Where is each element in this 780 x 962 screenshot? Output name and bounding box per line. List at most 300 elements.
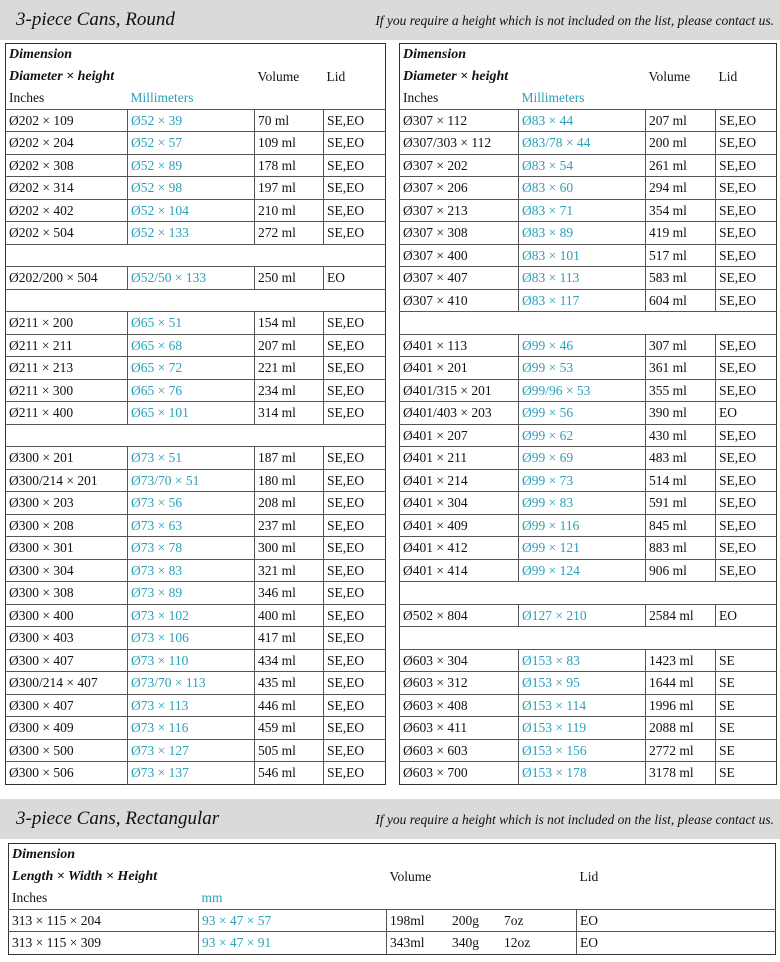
dimension-heading: Dimension (9, 47, 73, 63)
table-row (6, 514, 386, 537)
volume-cell: 505 ml (255, 739, 324, 762)
lid-cell: SE,EO (324, 672, 386, 695)
volume-cell: 272 ml (255, 222, 324, 245)
lid-cell: SE,EO (716, 289, 777, 312)
inches-cell: Ø401 × 304 (400, 492, 519, 515)
lid-cell: SE,EO (324, 222, 386, 245)
lid-heading: Lid (579, 868, 599, 884)
table-row (6, 199, 386, 222)
table-row (6, 559, 386, 582)
round-table-left (5, 43, 386, 785)
lid-cell: SE,EO (324, 582, 386, 605)
lid-cell: SE,EO (716, 357, 777, 380)
table-row (400, 357, 777, 380)
volume-cell: 294 ml (646, 177, 716, 200)
millimeters-cell: Ø99 × 121 (519, 537, 646, 560)
round-table-right (399, 43, 777, 785)
spacer-row (400, 312, 777, 335)
millimeters-cell: Ø99 × 62 (519, 424, 646, 447)
volume-cell: 321 ml (255, 559, 324, 582)
volume-cell: 517 ml (646, 244, 716, 267)
millimeters-cell: Ø83/78 × 44 (519, 132, 646, 155)
volume-cell: 2772 ml (646, 739, 716, 762)
volume-cell: 187 ml (255, 447, 324, 470)
millimeters-cell: Ø83 × 71 (519, 199, 646, 222)
table-row (400, 559, 777, 582)
millimeters-cell: Ø65 × 51 (128, 312, 255, 335)
table-row (6, 447, 386, 470)
inches-cell: Ø307/303 × 112 (400, 132, 519, 155)
table-row (6, 222, 386, 245)
inches-heading: Inches (9, 90, 45, 106)
lid-cell: SE,EO (716, 492, 777, 515)
millimeters-cell: Ø99/96 × 53 (519, 379, 646, 402)
volume-cell: 583 ml (646, 267, 716, 290)
millimeters-cell: Ø153 × 156 (519, 739, 646, 762)
table-row (6, 402, 386, 425)
millimeters-heading: Millimeters (521, 90, 585, 106)
millimeters-cell: Ø73 × 110 (128, 649, 255, 672)
lid-cell: SE (716, 694, 777, 717)
lid-cell: SE,EO (716, 469, 777, 492)
inches-cell: Ø603 × 411 (400, 717, 519, 740)
millimeters-cell: Ø83 × 54 (519, 154, 646, 177)
lid-cell: SE,EO (324, 109, 386, 132)
lid-cell: SE,EO (716, 267, 777, 290)
inches-heading: Inches (12, 890, 48, 906)
volume-cell: 197 ml (255, 177, 324, 200)
table-row (6, 267, 386, 290)
table-row (400, 447, 777, 470)
mm-heading: mm (201, 890, 223, 906)
table-row (6, 379, 386, 402)
inches-cell: Ø401 × 214 (400, 469, 519, 492)
table-row (400, 694, 777, 717)
table-row (400, 222, 777, 245)
table-row (6, 109, 386, 132)
inches-cell: Ø401/403 × 203 (400, 402, 519, 425)
inches-cell: Ø300 × 500 (6, 739, 128, 762)
volume-cell: 483 ml (646, 447, 716, 470)
millimeters-heading: Millimeters (130, 90, 194, 106)
lid-cell: SE,EO (324, 492, 386, 515)
volume-g: 200g (452, 912, 479, 928)
lid-heading: Lid (718, 68, 738, 84)
millimeters-cell: Ø99 × 46 (519, 334, 646, 357)
inches-cell: Ø300 × 308 (6, 582, 128, 605)
spacer-row (6, 244, 386, 267)
inches-cell: Ø300 × 304 (6, 559, 128, 582)
inches-cell: Ø401 × 211 (400, 447, 519, 470)
lid-cell: SE,EO (324, 739, 386, 762)
lid-cell: EO (716, 604, 777, 627)
inches-cell: Ø211 × 200 (6, 312, 128, 335)
volume-cell (387, 932, 577, 955)
volume-cell: 210 ml (255, 199, 324, 222)
table-row (400, 109, 777, 132)
inches-cell: Ø603 × 312 (400, 672, 519, 695)
millimeters-cell: Ø83 × 44 (519, 109, 646, 132)
volume-cell: 400 ml (255, 604, 324, 627)
millimeters-cell: Ø99 × 124 (519, 559, 646, 582)
inches-cell: Ø307 × 308 (400, 222, 519, 245)
inches-cell: Ø307 × 112 (400, 109, 519, 132)
volume-cell: 154 ml (255, 312, 324, 335)
inches-cell: Ø300 × 506 (6, 762, 128, 785)
volume-heading: Volume (648, 68, 691, 84)
millimeters-cell: Ø73 × 106 (128, 627, 255, 650)
inches-cell: Ø401 × 207 (400, 424, 519, 447)
table-row (6, 604, 386, 627)
inches-heading: Inches (403, 90, 439, 106)
table-row (400, 762, 777, 785)
mm-cell: 93 × 47 × 91 (199, 932, 387, 955)
volume-heading: Volume (389, 868, 432, 884)
table-row (400, 402, 777, 425)
inches-cell: Ø300 × 301 (6, 537, 128, 560)
lid-cell: SE,EO (324, 514, 386, 537)
inches-cell: Ø603 × 603 (400, 739, 519, 762)
millimeters-cell: Ø83 × 117 (519, 289, 646, 312)
volume-cell: 1644 ml (646, 672, 716, 695)
inches-cell: Ø202 × 109 (6, 109, 128, 132)
lid-cell: SE,EO (324, 402, 386, 425)
volume-cell: 434 ml (255, 649, 324, 672)
table-row (400, 492, 777, 515)
lid-cell: SE,EO (716, 177, 777, 200)
millimeters-cell: Ø73/70 × 51 (128, 469, 255, 492)
volume-cell: 514 ml (646, 469, 716, 492)
lid-cell: SE,EO (324, 604, 386, 627)
inches-cell: Ø401 × 409 (400, 514, 519, 537)
millimeters-cell: Ø65 × 101 (128, 402, 255, 425)
volume-heading: Volume (257, 68, 300, 84)
table-row (400, 604, 777, 627)
inches-cell: Ø300 × 409 (6, 717, 128, 740)
inches-cell: Ø502 × 804 (400, 604, 519, 627)
lid-cell: SE,EO (324, 357, 386, 380)
lid-cell: SE (716, 762, 777, 785)
volume-cell: 845 ml (646, 514, 716, 537)
lid-heading: Lid (326, 68, 346, 84)
millimeters-cell: Ø52 × 104 (128, 199, 255, 222)
inches-cell: Ø300 × 208 (6, 514, 128, 537)
lid-cell: SE (716, 649, 777, 672)
volume-cell: 300 ml (255, 537, 324, 560)
table-row (400, 739, 777, 762)
lid-cell: SE,EO (716, 424, 777, 447)
volume-cell: 459 ml (255, 717, 324, 740)
millimeters-cell: Ø73 × 78 (128, 537, 255, 560)
lid-cell: SE,EO (716, 514, 777, 537)
inches-cell: Ø202 × 504 (6, 222, 128, 245)
table-row (6, 492, 386, 515)
table-row (6, 177, 386, 200)
inches-cell: Ø603 × 700 (400, 762, 519, 785)
volume-cell: 604 ml (646, 289, 716, 312)
millimeters-cell: Ø52 × 89 (128, 154, 255, 177)
inches-cell: Ø401 × 113 (400, 334, 519, 357)
table-row (400, 177, 777, 200)
rect-table (8, 843, 776, 955)
volume-cell: 419 ml (646, 222, 716, 245)
millimeters-cell: Ø83 × 89 (519, 222, 646, 245)
inches-cell: Ø307 × 202 (400, 154, 519, 177)
volume-cell: 200 ml (646, 132, 716, 155)
millimeters-cell: Ø153 × 95 (519, 672, 646, 695)
volume-cell: 208 ml (255, 492, 324, 515)
round-section-title: 3-piece Cans, Round (16, 9, 175, 30)
millimeters-cell: Ø153 × 119 (519, 717, 646, 740)
table-row (400, 132, 777, 155)
lid-cell: EO (577, 932, 776, 955)
volume-cell: 307 ml (646, 334, 716, 357)
diameter-height-heading: Diameter × height (403, 68, 509, 84)
lid-cell: SE,EO (716, 154, 777, 177)
volume-cell: 70 ml (255, 109, 324, 132)
lwh-heading: Length × Width × Height (12, 868, 158, 884)
mm-cell: 93 × 47 × 57 (199, 909, 387, 932)
spacer-row (400, 627, 777, 650)
rect-title-band (0, 799, 780, 839)
millimeters-cell: Ø153 × 114 (519, 694, 646, 717)
millimeters-cell: Ø73 × 116 (128, 717, 255, 740)
volume-cell: 355 ml (646, 379, 716, 402)
millimeters-cell: Ø99 × 69 (519, 447, 646, 470)
millimeters-cell: Ø73 × 113 (128, 694, 255, 717)
lid-cell: SE,EO (716, 559, 777, 582)
volume-cell: 180 ml (255, 469, 324, 492)
inches-cell: Ø307 × 400 (400, 244, 519, 267)
inches-cell: Ø211 × 400 (6, 402, 128, 425)
millimeters-cell: Ø73 × 56 (128, 492, 255, 515)
table-row (6, 132, 386, 155)
volume-ml: 343ml (390, 935, 425, 951)
millimeters-cell: Ø65 × 72 (128, 357, 255, 380)
lid-cell: EO (716, 402, 777, 425)
table-row (6, 739, 386, 762)
millimeters-cell: Ø153 × 178 (519, 762, 646, 785)
table-row (6, 762, 386, 785)
volume-cell: 1996 ml (646, 694, 716, 717)
volume-cell: 234 ml (255, 379, 324, 402)
inches-cell: Ø202 × 308 (6, 154, 128, 177)
inches-cell: Ø603 × 304 (400, 649, 519, 672)
table-row (6, 154, 386, 177)
dimension-heading: Dimension (403, 47, 467, 63)
volume-cell: 2088 ml (646, 717, 716, 740)
inches-cell: Ø202/200 × 504 (6, 267, 128, 290)
inches-cell: Ø300/214 × 201 (6, 469, 128, 492)
table-row (400, 424, 777, 447)
volume-cell: 430 ml (646, 424, 716, 447)
rect-section-title: 3-piece Cans, Rectangular (16, 808, 220, 829)
inches-cell: Ø202 × 204 (6, 132, 128, 155)
lid-cell: EO (577, 909, 776, 932)
table-row (6, 334, 386, 357)
inches-cell: Ø202 × 314 (6, 177, 128, 200)
millimeters-cell: Ø52 × 39 (128, 109, 255, 132)
volume-cell: 207 ml (646, 109, 716, 132)
volume-cell: 1423 ml (646, 649, 716, 672)
spacer-row (400, 582, 777, 605)
inches-cell: Ø202 × 402 (6, 199, 128, 222)
table-row (400, 289, 777, 312)
millimeters-cell: Ø99 × 56 (519, 402, 646, 425)
millimeters-cell: Ø83 × 60 (519, 177, 646, 200)
millimeters-cell: Ø99 × 73 (519, 469, 646, 492)
volume-cell: 178 ml (255, 154, 324, 177)
volume-cell: 250 ml (255, 267, 324, 290)
millimeters-cell: Ø52 × 133 (128, 222, 255, 245)
lid-cell: SE,EO (716, 132, 777, 155)
volume-oz: 7oz (504, 912, 524, 928)
table-row (6, 582, 386, 605)
lid-cell: SE,EO (324, 132, 386, 155)
millimeters-cell: Ø73 × 51 (128, 447, 255, 470)
millimeters-cell: Ø73 × 63 (128, 514, 255, 537)
table-row (400, 514, 777, 537)
millimeters-cell: Ø73 × 137 (128, 762, 255, 785)
lid-cell: SE,EO (716, 222, 777, 245)
round-contact-note: If you require a height which is not included on the list, please contact us. (375, 13, 774, 28)
millimeters-cell: Ø99 × 53 (519, 357, 646, 380)
inches-cell: Ø307 × 206 (400, 177, 519, 200)
lid-cell: SE (716, 717, 777, 740)
table-row (6, 649, 386, 672)
lid-cell: SE,EO (324, 627, 386, 650)
table-row (6, 469, 386, 492)
table-row (400, 154, 777, 177)
millimeters-cell: Ø52 × 57 (128, 132, 255, 155)
millimeters-cell: Ø73 × 83 (128, 559, 255, 582)
table-row (400, 267, 777, 290)
millimeters-cell: Ø73 × 89 (128, 582, 255, 605)
table-row (6, 357, 386, 380)
volume-cell: 354 ml (646, 199, 716, 222)
lid-cell: SE,EO (716, 109, 777, 132)
volume-cell: 446 ml (255, 694, 324, 717)
lid-cell: SE,EO (716, 199, 777, 222)
table-row (6, 672, 386, 695)
inches-cell: Ø401/315 × 201 (400, 379, 519, 402)
volume-cell: 221 ml (255, 357, 324, 380)
lid-cell: SE,EO (324, 312, 386, 335)
lid-cell: SE,EO (324, 334, 386, 357)
inches-cell: Ø300 × 403 (6, 627, 128, 650)
volume-cell: 417 ml (255, 627, 324, 650)
table-row (400, 717, 777, 740)
inches-cell: Ø307 × 213 (400, 199, 519, 222)
volume-ml: 198ml (390, 912, 425, 928)
lid-cell: SE (716, 739, 777, 762)
inches-cell: 313 × 115 × 309 (9, 932, 199, 955)
inches-cell: Ø307 × 410 (400, 289, 519, 312)
inches-cell: Ø211 × 300 (6, 379, 128, 402)
lid-cell: SE,EO (324, 559, 386, 582)
inches-cell: Ø401 × 414 (400, 559, 519, 582)
millimeters-cell: Ø83 × 101 (519, 244, 646, 267)
inches-cell: Ø211 × 213 (6, 357, 128, 380)
lid-cell: SE,EO (716, 537, 777, 560)
volume-cell: 3178 ml (646, 762, 716, 785)
lid-cell: SE,EO (716, 244, 777, 267)
millimeters-cell: Ø52/50 × 133 (128, 267, 255, 290)
volume-cell: 591 ml (646, 492, 716, 515)
lid-cell: SE,EO (324, 154, 386, 177)
volume-cell: 109 ml (255, 132, 324, 155)
table-row (400, 469, 777, 492)
lid-cell: SE,EO (324, 447, 386, 470)
inches-cell: Ø603 × 408 (400, 694, 519, 717)
table-row (6, 312, 386, 335)
volume-cell: 261 ml (646, 154, 716, 177)
lid-cell: SE,EO (716, 447, 777, 470)
millimeters-cell: Ø83 × 113 (519, 267, 646, 290)
table-row (6, 627, 386, 650)
volume-cell: 237 ml (255, 514, 324, 537)
volume-g: 340g (452, 935, 479, 951)
table-row (400, 537, 777, 560)
lid-cell: SE,EO (324, 469, 386, 492)
volume-cell: 2584 ml (646, 604, 716, 627)
inches-cell: Ø401 × 412 (400, 537, 519, 560)
millimeters-cell: Ø52 × 98 (128, 177, 255, 200)
table-row (400, 199, 777, 222)
inches-cell: Ø401 × 201 (400, 357, 519, 380)
lid-cell: SE,EO (716, 334, 777, 357)
inches-cell: Ø300 × 400 (6, 604, 128, 627)
table-row (6, 537, 386, 560)
millimeters-cell: Ø73 × 102 (128, 604, 255, 627)
round-title-band (0, 0, 780, 40)
inches-cell: 313 × 115 × 204 (9, 909, 199, 932)
table-row (400, 672, 777, 695)
inches-cell: Ø300 × 407 (6, 694, 128, 717)
lid-cell: EO (324, 267, 386, 290)
volume-cell: 207 ml (255, 334, 324, 357)
volume-oz: 12oz (504, 935, 531, 951)
lid-cell: SE,EO (324, 537, 386, 560)
millimeters-cell: Ø73/70 × 113 (128, 672, 255, 695)
table-row (400, 649, 777, 672)
volume-cell: 435 ml (255, 672, 324, 695)
millimeters-cell: Ø65 × 76 (128, 379, 255, 402)
volume-cell: 361 ml (646, 357, 716, 380)
volume-cell: 390 ml (646, 402, 716, 425)
volume-cell: 906 ml (646, 559, 716, 582)
table-row (400, 334, 777, 357)
millimeters-cell: Ø65 × 68 (128, 334, 255, 357)
diameter-height-heading: Diameter × height (9, 68, 115, 84)
inches-cell: Ø300 × 201 (6, 447, 128, 470)
inches-cell: Ø307 × 407 (400, 267, 519, 290)
inches-cell: Ø211 × 211 (6, 334, 128, 357)
volume-cell: 314 ml (255, 402, 324, 425)
table-row (400, 244, 777, 267)
volume-cell: 546 ml (255, 762, 324, 785)
lid-cell: SE,EO (324, 694, 386, 717)
millimeters-cell: Ø99 × 83 (519, 492, 646, 515)
millimeters-cell: Ø73 × 127 (128, 739, 255, 762)
rect-contact-note: If you require a height which is not included on the list, please contact us. (375, 812, 774, 827)
table-row (6, 694, 386, 717)
lid-cell: SE,EO (324, 199, 386, 222)
inches-cell: Ø300 × 203 (6, 492, 128, 515)
table-row (9, 932, 776, 955)
spacer-row (6, 424, 386, 447)
lid-cell: SE (716, 672, 777, 695)
